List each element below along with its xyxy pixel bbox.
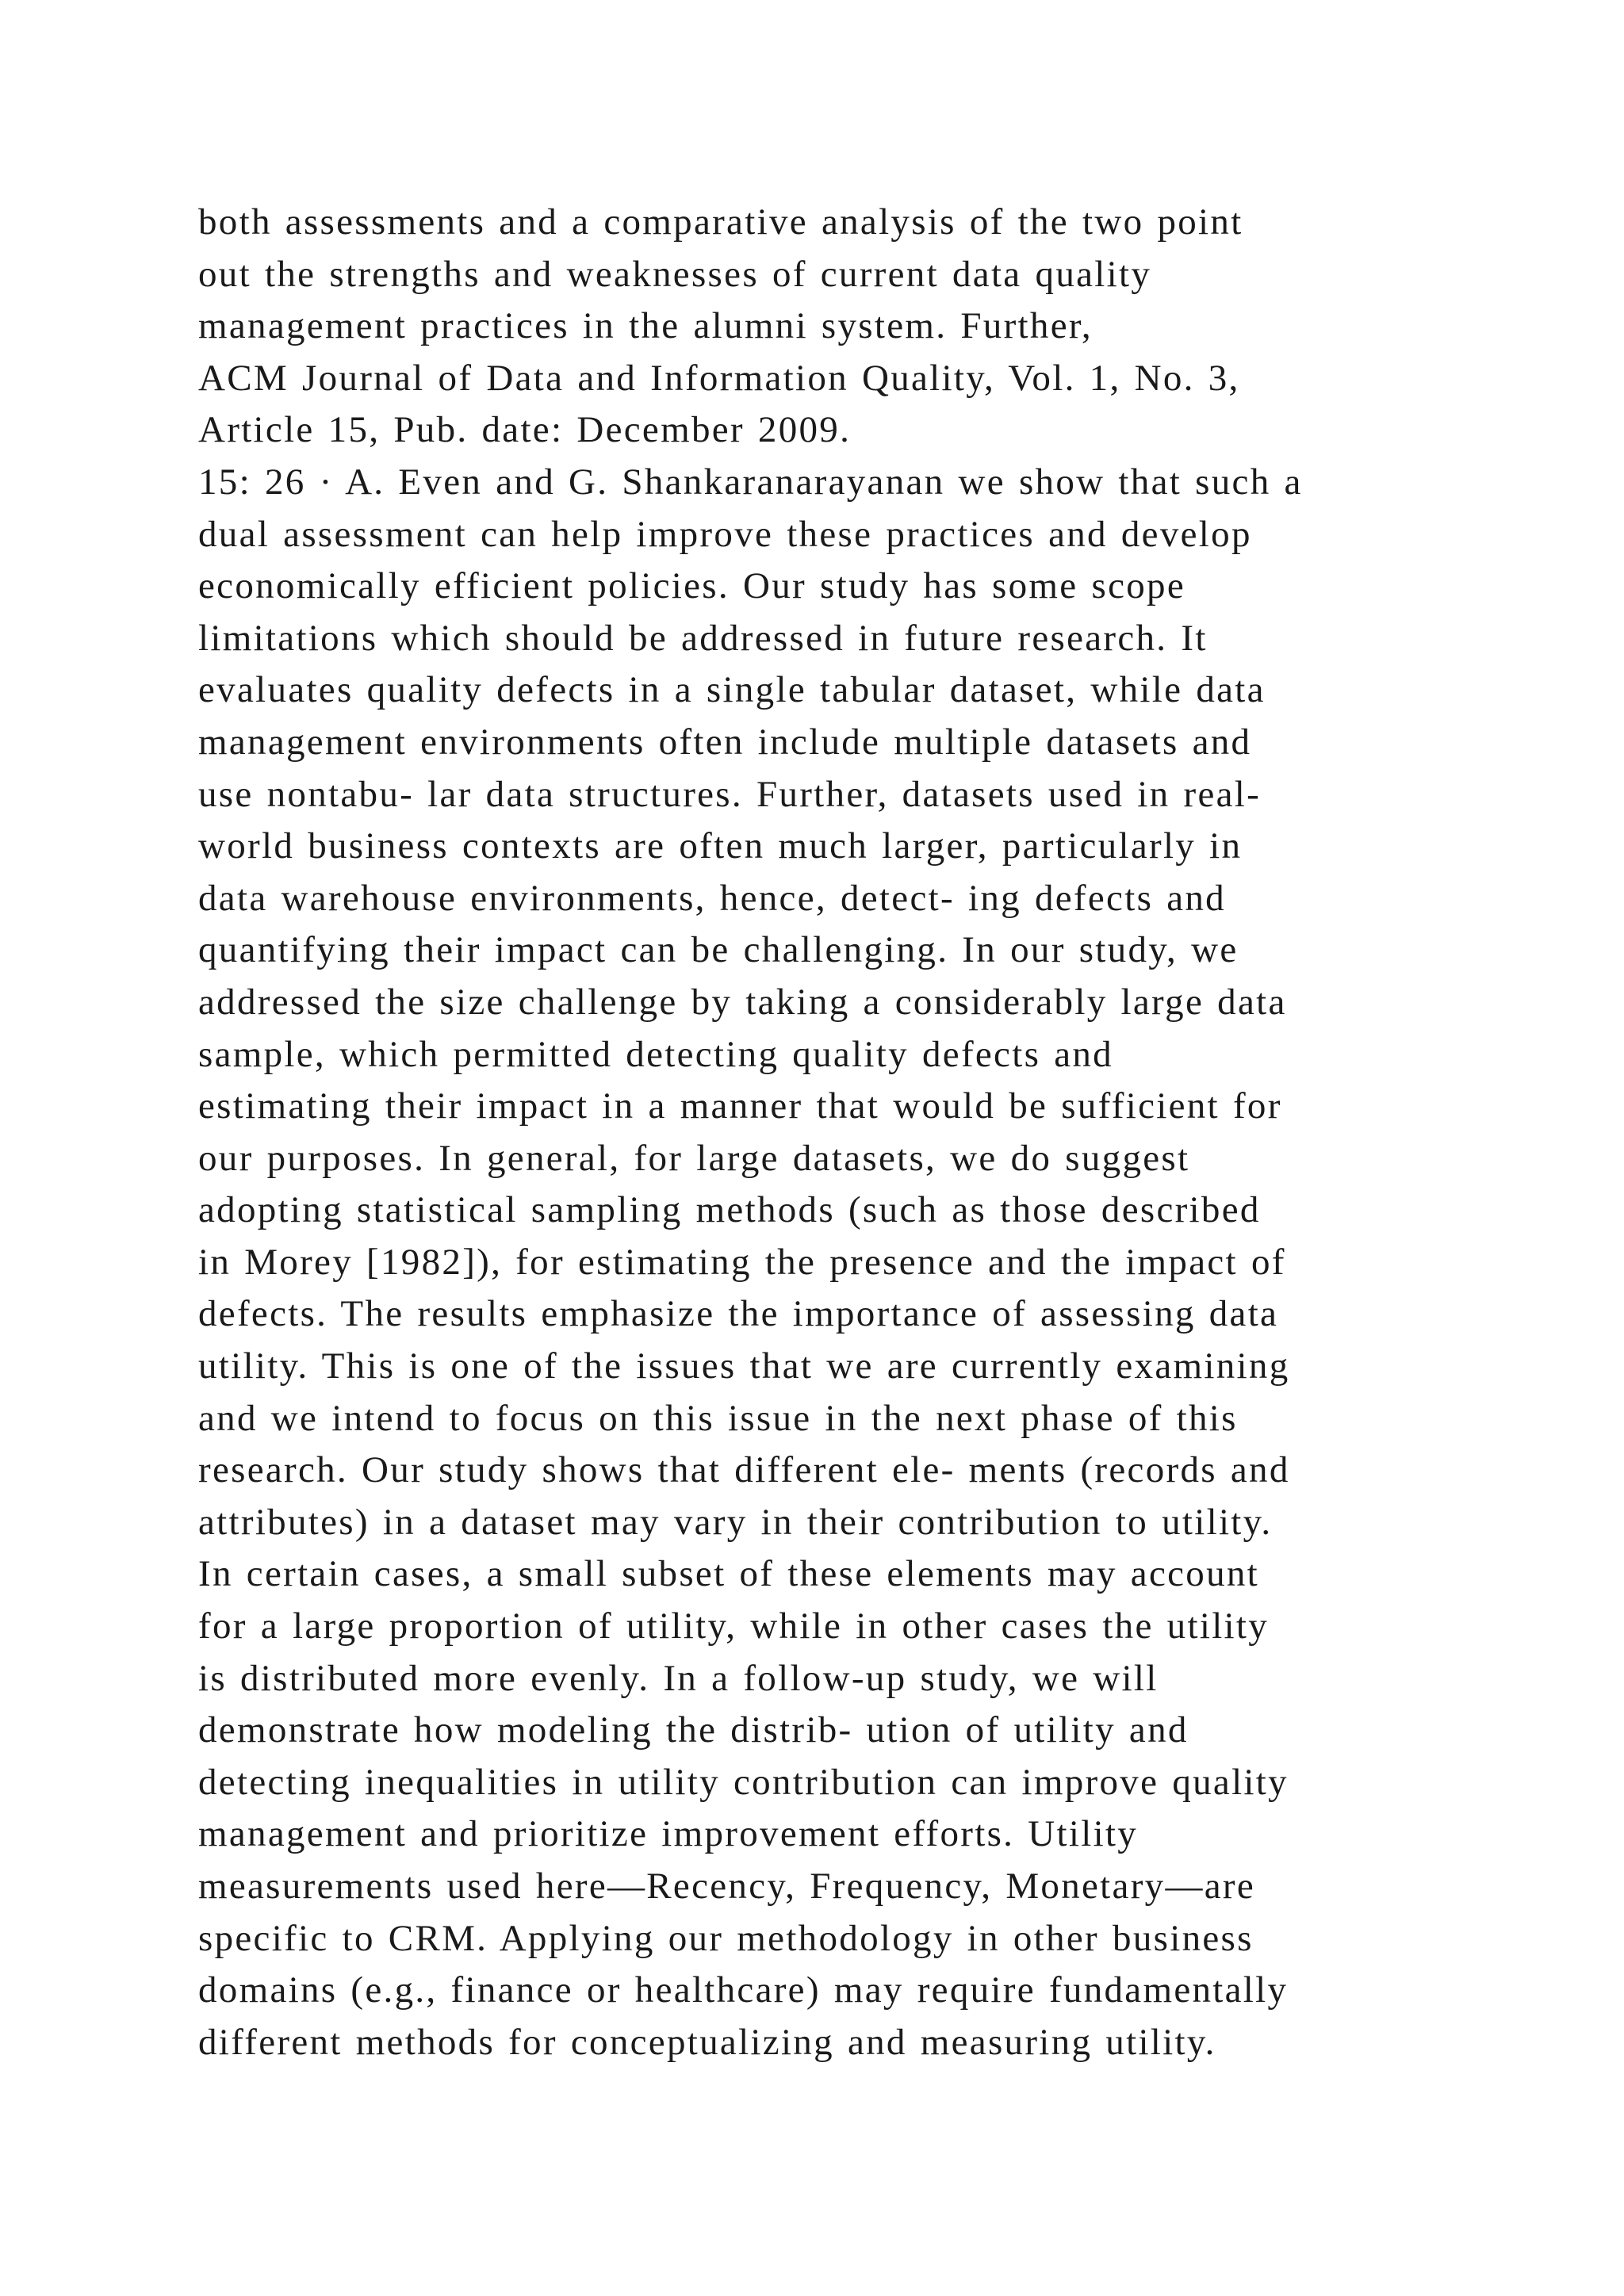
text-line: defects. The results emphasize the importance of assessing data (198, 1293, 1279, 1335)
text-line: out the strengths and weaknesses of current data quality (198, 253, 1152, 295)
text-line: quantifying their impact can be challenging. In our study, we (198, 929, 1239, 971)
text-line: our purposes. In general, for large datasets, we do suggest (198, 1137, 1190, 1179)
text-line: In certain cases, a small subset of these elements may account (198, 1553, 1260, 1595)
text-line: adopting statistical sampling methods (such as those described (198, 1189, 1261, 1231)
text-line: measurements used here—Recency, Frequency, Monetary—are (198, 1866, 1256, 1907)
text-line: use nontabu- lar data structures. Further, datasets used in real- (198, 773, 1262, 815)
text-line: economically efficient policies. Our study has some scope (198, 565, 1185, 607)
text-line: domains (e.g., finance or healthcare) may require fundamentally (198, 1969, 1289, 2011)
text-line: limitations which should be addressed in future research. It (198, 617, 1208, 659)
text-line: management practices in the alumni system. Further, (198, 305, 1093, 347)
text-line: different methods for conceptualizing and measuring utility. (198, 2021, 1216, 2063)
page-header-line: 15: 26 · A. Even and G. Shankaranarayanan we show that such a (198, 461, 1303, 503)
text-line: both assessments and a comparative analysis of the two point (198, 201, 1243, 243)
text-line: attributes) in a dataset may vary in their contribution to utility. (198, 1501, 1273, 1543)
journal-citation-line: Article 15, Pub. date: December 2009. (198, 409, 852, 451)
text-line: data warehouse environments, hence, detect- ing defects and (198, 877, 1226, 919)
text-line: sample, which permitted detecting quality defects and (198, 1033, 1113, 1075)
text-line: management environments often include multiple datasets and (198, 721, 1252, 763)
text-line: addressed the size challenge by taking a considerably large data (198, 981, 1287, 1023)
text-line: and we intend to focus on this issue in the next phase of this (198, 1397, 1238, 1439)
journal-citation-line: ACM Journal of Data and Information Quality, Vol. 1, No. 3, (198, 357, 1240, 399)
body-text (198, 197, 1483, 2068)
text-line: dual assessment can help improve these practices and develop (198, 513, 1252, 555)
text-line: research. Our study shows that different ele- ments (records and (198, 1449, 1290, 1491)
text-line: world business contexts are often much larger, particularly in (198, 825, 1243, 867)
text-line: in Morey [1982]), for estimating the presence and the impact of (198, 1241, 1286, 1283)
text-line: demonstrate how modeling the distrib- ution of utility and (198, 1709, 1189, 1751)
text-line: detecting inequalities in utility contribution can improve quality (198, 1761, 1289, 1803)
text-line: for a large proportion of utility, while in other cases the utility (198, 1605, 1270, 1647)
text-line: evaluates quality defects in a single tabular dataset, while data (198, 669, 1266, 711)
text-line: specific to CRM. Applying our methodology in other business (198, 1917, 1254, 1959)
text-line: management and prioritize improvement efforts. Utility (198, 1813, 1139, 1855)
text-line: utility. This is one of the issues that we are currently examining (198, 1345, 1290, 1387)
text-line: is distributed more evenly. In a follow-up study, we will (198, 1657, 1159, 1699)
text-line: estimating their impact in a manner that would be sufficient for (198, 1085, 1282, 1127)
